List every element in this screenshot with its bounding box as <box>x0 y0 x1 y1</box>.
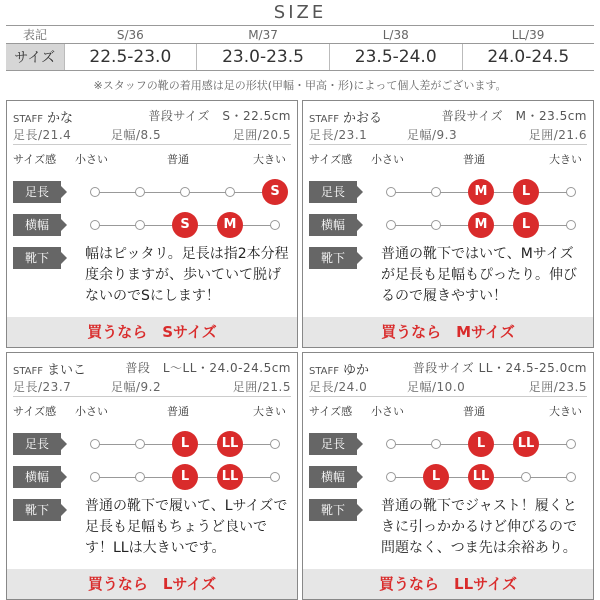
size-marker: L <box>513 179 539 205</box>
row-badge: 足長 <box>309 181 357 203</box>
scale-label: サイズ感 <box>309 153 353 166</box>
size-marker: L <box>172 464 198 490</box>
staff-card <box>6 100 298 348</box>
size-range: 24.0-24.5 <box>462 44 594 71</box>
staff-header <box>13 107 291 126</box>
size-marker: L <box>423 464 449 490</box>
usual-size: 普段サイズ LL・24.5-25.0cm <box>412 361 587 375</box>
staff-header <box>309 359 587 378</box>
scale-big: 大きい <box>549 153 582 166</box>
size-code: M/37 <box>248 27 278 42</box>
scale-big: 大きい <box>253 405 286 418</box>
size-marker: L <box>513 212 539 238</box>
staff-card <box>6 352 298 600</box>
staff-name: かおる <box>343 111 383 126</box>
scale-dot <box>431 187 441 197</box>
row-badge: 足長 <box>13 433 61 455</box>
row-badge: 足長 <box>13 181 61 203</box>
scale-dot <box>270 220 280 230</box>
usual-size: 普段サイズ S・22.5cm <box>148 109 291 123</box>
staff-comment: 幅はピッタリ。足長は指2本分程度余りますが、歩いていて脱げないのでSにします！ <box>85 246 289 304</box>
scale-dot <box>135 187 145 197</box>
size-marker: M <box>468 212 494 238</box>
scale-dot <box>566 472 576 482</box>
foot-circumference: 足囲/21.5 <box>232 380 291 394</box>
size-marker: LL <box>468 464 494 490</box>
scale-normal: 普通 <box>463 405 485 418</box>
staff-tag: STAFF <box>309 114 340 125</box>
scale-label: サイズ感 <box>13 153 57 166</box>
scale-dot <box>90 439 100 449</box>
foot-length: 足長/21.4 <box>13 128 72 142</box>
size-marker: L <box>172 431 198 457</box>
scale-dot <box>135 439 145 449</box>
size-code: LL/39 <box>511 27 545 42</box>
scale-dot <box>90 187 100 197</box>
size-code: S/36 <box>116 27 144 42</box>
scale-big: 大きい <box>253 153 286 166</box>
foot-length: 足長/24.0 <box>309 380 368 394</box>
row-badge: 靴下 <box>13 247 61 269</box>
scale-dot <box>386 220 396 230</box>
scale-dot <box>135 472 145 482</box>
size-table-header-label: 表記 <box>22 28 47 42</box>
row-badge: 横幅 <box>13 214 61 236</box>
size-range: 23.0-23.5 <box>197 44 330 71</box>
scale-normal: 普通 <box>167 405 189 418</box>
staff-header <box>309 107 587 126</box>
row-badge: 靴下 <box>309 499 357 521</box>
scale-small: 小さい <box>75 153 108 166</box>
scale-dot <box>566 220 576 230</box>
foot-width: 足幅/10.0 <box>407 380 466 394</box>
foot-circumference: 足囲/23.5 <box>528 380 587 394</box>
foot-width: 足幅/8.5 <box>111 128 162 142</box>
scale-big: 大きい <box>549 405 582 418</box>
size-marker: LL <box>513 431 539 457</box>
foot-measurements <box>13 377 291 397</box>
foot-circumference: 足囲/21.6 <box>528 128 587 142</box>
staff-comment: 普通の靴下で履いて、Lサイズで足長も足幅もちょうど良いです！LLは大きいです。 <box>85 498 288 556</box>
staff-tag: STAFF <box>13 366 44 377</box>
foot-measurements <box>309 377 587 397</box>
size-table-row-label: サイズ <box>6 44 64 71</box>
usual-size: 普段 L～LL・24.0-24.5cm <box>125 361 291 375</box>
foot-length: 足長/23.7 <box>13 380 72 394</box>
foot-measurements <box>309 125 587 145</box>
size-range: 22.5-23.0 <box>64 44 197 71</box>
staff-header <box>13 359 291 378</box>
scale-dot <box>521 472 531 482</box>
scale-dot <box>386 187 396 197</box>
size-table <box>6 26 594 71</box>
scale-dot <box>386 439 396 449</box>
staff-name: ゆか <box>343 363 370 378</box>
staff-name: かな <box>47 111 74 126</box>
row-badge: 横幅 <box>309 214 357 236</box>
row-badge: 横幅 <box>13 466 61 488</box>
foot-length: 足長/23.1 <box>309 128 368 142</box>
size-marker: L <box>468 431 494 457</box>
usual-size: 普段サイズ M・23.5cm <box>441 109 587 123</box>
scale-label: サイズ感 <box>13 405 57 418</box>
scale-small: 小さい <box>371 153 404 166</box>
row-badge: 横幅 <box>309 466 357 488</box>
scale-dot <box>135 220 145 230</box>
size-marker: S <box>262 179 288 205</box>
page-title: SIZE <box>273 2 327 23</box>
scale-small: 小さい <box>75 405 108 418</box>
fit-note: ※スタッフの靴の着用感は足の形状(甲幅・甲高・形)によって個人差がございます。 <box>93 79 507 92</box>
scale-dot <box>90 472 100 482</box>
verdict: 買うなら Mサイズ <box>303 317 593 347</box>
staff-card <box>302 100 594 348</box>
size-marker: M <box>217 212 243 238</box>
scale-normal: 普通 <box>167 153 189 166</box>
size-marker: LL <box>217 431 243 457</box>
scale-dot <box>566 439 576 449</box>
staff-comment: 普通の靴下でジャスト！履くときに引っかかるけど伸びるので問題なく、つま先は余裕あり。 <box>381 498 577 556</box>
size-marker: M <box>468 179 494 205</box>
size-code: L/38 <box>382 27 409 42</box>
size-range: 23.5-24.0 <box>329 44 462 71</box>
row-badge: 靴下 <box>13 499 61 521</box>
staff-tag: STAFF <box>13 114 44 125</box>
scale-normal: 普通 <box>463 153 485 166</box>
scale-dot <box>431 220 441 230</box>
size-marker: S <box>172 212 198 238</box>
verdict: 買うなら Lサイズ <box>7 569 297 599</box>
row-badge: 靴下 <box>309 247 357 269</box>
foot-measurements <box>13 125 291 145</box>
scale-dot <box>90 220 100 230</box>
scale-dot <box>180 187 190 197</box>
staff-name: まいこ <box>47 363 87 378</box>
scale-small: 小さい <box>371 405 404 418</box>
scale-label: サイズ感 <box>309 405 353 418</box>
foot-width: 足幅/9.2 <box>111 380 162 394</box>
scale-dot <box>566 187 576 197</box>
scale-dot <box>431 439 441 449</box>
verdict: 買うなら LLサイズ <box>303 569 593 599</box>
scale-dot <box>225 187 235 197</box>
scale-dot <box>270 472 280 482</box>
verdict: 買うなら Sサイズ <box>7 317 297 347</box>
staff-comment: 普通の靴下ではいて、Mサイズが足長も足幅もぴったり。伸びるので履きやすい！ <box>381 246 577 304</box>
foot-width: 足幅/9.3 <box>407 128 458 142</box>
staff-card <box>302 352 594 600</box>
foot-circumference: 足囲/20.5 <box>232 128 291 142</box>
row-badge: 足長 <box>309 433 357 455</box>
scale-dot <box>270 439 280 449</box>
scale-dot <box>386 472 396 482</box>
size-marker: LL <box>217 464 243 490</box>
staff-tag: STAFF <box>309 366 340 377</box>
